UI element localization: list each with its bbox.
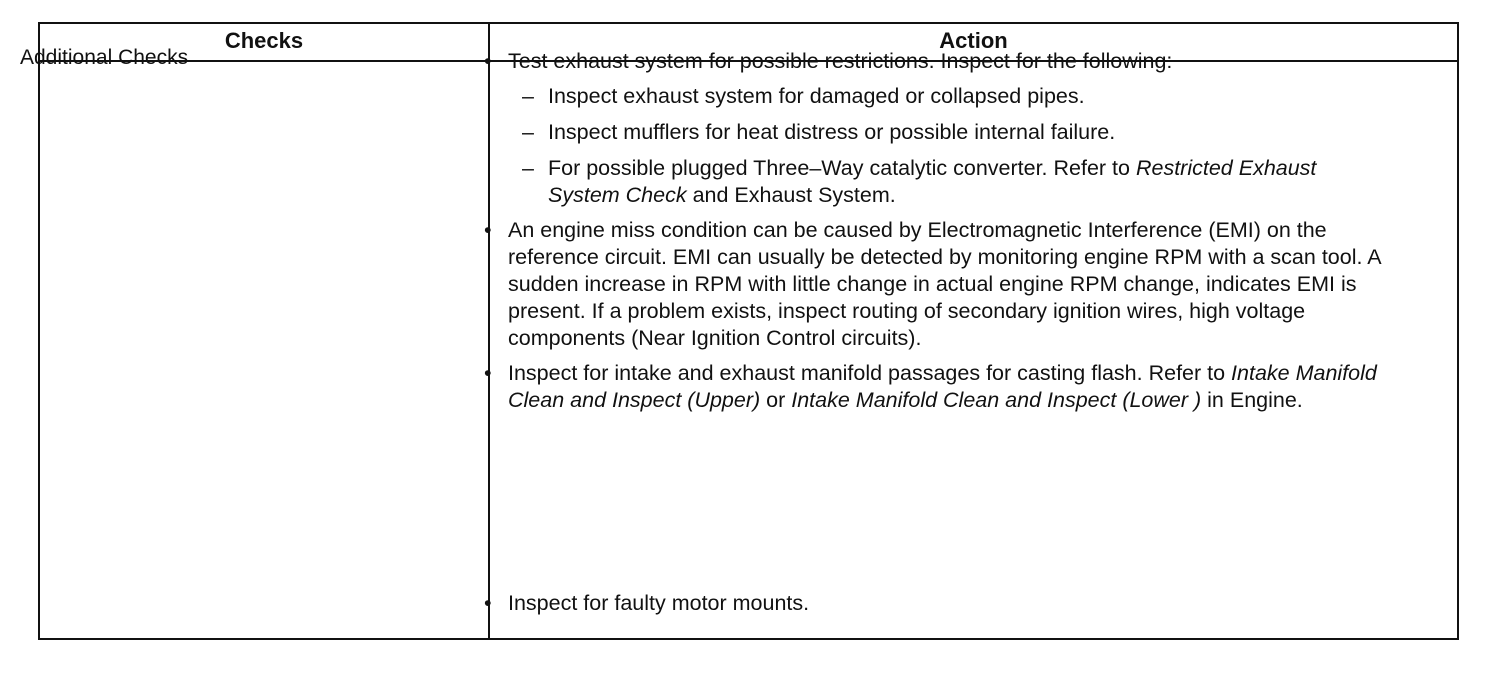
reference-restricted-exhaust[interactable]: Restricted Exhaust System Check	[548, 156, 1317, 207]
bullet-dot: •	[484, 49, 492, 73]
bullet-text: Test exhaust system for possible restrictions. Inspect for the following:	[508, 49, 1173, 73]
bullet-dot: •	[484, 218, 492, 242]
sub-item-2	[514, 119, 1409, 146]
sub-item-1	[514, 83, 1409, 110]
action-bullet-4	[484, 590, 809, 617]
bullet-text: Inspect for faulty motor mounts.	[508, 591, 810, 615]
action-bullet-2	[484, 217, 1409, 352]
bullet-text-suffix: in Engine.	[1201, 388, 1303, 412]
sub-item-text: For possible plugged Three–Way catalytic converter. Refer to	[548, 156, 1136, 180]
bullet-text: Inspect for intake and exhaust manifold passages for casting flash. Refer to	[508, 361, 1232, 385]
sub-item-suffix: and Exhaust System.	[686, 183, 896, 207]
sub-item-text: Inspect exhaust system for damaged or collapsed pipes.	[548, 84, 1085, 108]
sub-item-text: Inspect mufflers for heat distress or possible internal failure.	[548, 120, 1116, 144]
dash-marker: –	[522, 120, 534, 144]
bullet-text: An engine miss condition can be caused by Electromagnetic Interference (EMI) on the reference circuit. EMI can usually be detected by monitoring engine RPM with a scan tool. A sudden increase in RPM with little change in actual engine RPM change, indicates EMI is present. If a problem exists, inspect routing of secondary ignition wires, high voltage components (Near Ignition Control circuits).	[508, 218, 1381, 350]
bullet-dot: •	[484, 361, 492, 385]
dash-marker: –	[522, 84, 534, 108]
action-bullet-1	[484, 48, 1409, 75]
action-bullet-3	[484, 360, 1409, 414]
header-checks: Checks	[224, 28, 304, 53]
reference-intake-lower[interactable]: Intake Manifold Clean and Inspect (Lower )	[791, 388, 1202, 412]
check-label: Additional Checks	[20, 46, 189, 69]
bullet-text-mid: or	[760, 388, 792, 412]
reference-intake-upper[interactable]: Intake Manifold Clean and Inspect (Upper)	[508, 361, 1377, 412]
dash-marker: –	[522, 156, 534, 180]
action-cell	[484, 48, 1409, 414]
bullet-dot: •	[484, 591, 492, 615]
header-action: Action	[939, 28, 1008, 53]
sub-item-3	[514, 155, 1409, 209]
